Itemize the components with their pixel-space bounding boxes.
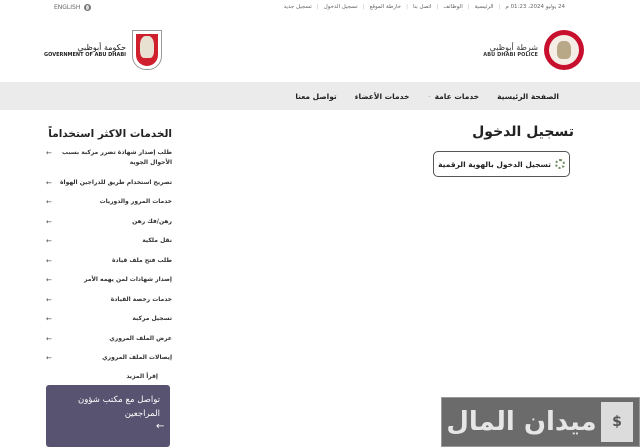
service-link[interactable]: رهن/فك رهن ← bbox=[46, 217, 172, 226]
arrow-left-icon: ← bbox=[156, 421, 165, 432]
service-link[interactable]: إصدار شهادات لمن يهمه الأمر ← bbox=[46, 276, 172, 284]
top-utility-bar bbox=[0, 0, 640, 18]
arrow-left-icon: ← bbox=[46, 178, 52, 187]
money-shield-icon: $ bbox=[601, 402, 633, 442]
nav-item-public-services[interactable] bbox=[418, 92, 488, 101]
arrow-left-icon: ← bbox=[46, 198, 52, 206]
gov-logo-text bbox=[44, 43, 126, 58]
service-link[interactable]: خدمات رخصة القيادة ← bbox=[46, 295, 172, 304]
utility-links bbox=[279, 4, 570, 10]
gov-logo-arabic: حكومة أبوظبي bbox=[77, 42, 127, 52]
arrow-left-icon: ← bbox=[46, 354, 52, 362]
link-login[interactable]: تسجيل الدخول bbox=[323, 4, 358, 10]
language-switcher[interactable] bbox=[54, 4, 91, 11]
police-emblem-icon bbox=[544, 30, 584, 70]
service-link[interactable]: خدمات المرور والدوريات ← bbox=[46, 198, 172, 206]
nav-item-member-services[interactable] bbox=[346, 92, 419, 101]
arrow-left-icon: ← bbox=[46, 295, 52, 304]
arrow-left-icon: ← bbox=[46, 237, 52, 245]
abu-dhabi-government-logo[interactable] bbox=[44, 30, 162, 70]
divider: | bbox=[362, 4, 365, 10]
globe-icon[interactable] bbox=[84, 4, 91, 11]
service-link[interactable]: تصريح استخدام طريق للدراجين الهواة ← bbox=[46, 178, 172, 187]
services-list bbox=[46, 148, 172, 363]
service-link[interactable]: تسجيل مركبة ← bbox=[46, 315, 172, 323]
divider: | bbox=[467, 4, 470, 10]
police-logo-text bbox=[483, 43, 538, 58]
uaepass-login-label: تسجيل الدخول بالهوية الرقمية bbox=[438, 159, 551, 169]
falcon-icon bbox=[557, 41, 571, 59]
nav-item-label: خدمات الأعضاء bbox=[354, 91, 410, 101]
watermark-logo bbox=[441, 397, 640, 447]
service-link[interactable]: نقل ملكية ← bbox=[46, 237, 172, 245]
nav-item-contact-us[interactable] bbox=[286, 92, 345, 101]
chevron-down-icon: ⌄ bbox=[427, 93, 432, 99]
nav-item-home[interactable] bbox=[488, 92, 568, 101]
service-link[interactable]: طلب فتح ملف قيادة ← bbox=[46, 256, 172, 265]
arrow-left-icon: ← bbox=[46, 334, 52, 343]
nav-items bbox=[286, 82, 568, 110]
datetime: 24 يوليو 2024، 01:23 م bbox=[505, 4, 565, 10]
link-home[interactable]: الرئيسية bbox=[474, 4, 494, 10]
watermark-text: ميدان المال bbox=[446, 407, 597, 437]
falcon-icon bbox=[140, 36, 154, 58]
arrow-left-icon: ← bbox=[46, 276, 52, 284]
divider: | bbox=[316, 4, 319, 10]
nav-item-label: تواصل معنا bbox=[295, 91, 337, 101]
police-logo-english: ABU DHABI POLICE bbox=[483, 51, 538, 58]
main-nav bbox=[0, 82, 640, 110]
gov-emblem-icon bbox=[132, 30, 162, 70]
services-heading: الخدمات الاكثر استخداماً bbox=[48, 128, 172, 140]
link-jobs[interactable]: الوظائف bbox=[443, 4, 463, 10]
nav-item-label: الصفحة الرئيسية bbox=[497, 91, 559, 101]
page-title: تسجيل الدخول bbox=[472, 124, 574, 140]
divider: | bbox=[406, 4, 408, 10]
most-used-services bbox=[46, 128, 172, 380]
language-label[interactable]: ENGLISH bbox=[54, 4, 81, 11]
arrow-left-icon: ← bbox=[46, 315, 52, 323]
nav-item-label: خدمات عامة bbox=[434, 91, 480, 101]
contact-card-title: تواصل مع مكتب شؤون المراجعين bbox=[78, 395, 160, 419]
uaepass-login-button[interactable] bbox=[433, 151, 570, 177]
arrow-left-icon: ← bbox=[46, 256, 52, 265]
link-register[interactable]: تسجيل جديد bbox=[283, 4, 312, 10]
link-sitemap[interactable]: خارطة الموقع bbox=[369, 4, 402, 10]
service-link[interactable]: عرض الملف المروري ← bbox=[46, 334, 172, 343]
contact-customer-affairs-card[interactable] bbox=[46, 385, 170, 447]
read-more-link[interactable]: إقرأ المزيد bbox=[126, 372, 158, 380]
service-link[interactable]: إيصالات الملف المروري ← bbox=[46, 354, 172, 362]
divider: | bbox=[498, 4, 501, 10]
divider: | bbox=[436, 4, 439, 10]
arrow-left-icon: ← bbox=[46, 217, 52, 226]
abu-dhabi-police-logo[interactable] bbox=[483, 30, 584, 70]
gov-logo-english: GOVERNMENT OF ABU DHABI bbox=[44, 51, 127, 58]
arrow-left-icon: ← bbox=[46, 149, 52, 157]
link-contact[interactable]: اتصل بنا bbox=[412, 4, 432, 10]
police-logo-arabic: شرطة أبوظبي bbox=[489, 42, 538, 52]
fingerprint-icon bbox=[555, 159, 565, 169]
service-link[interactable]: طلب إصدار شهادة تضرر مركبة بسبب الأحوال الجوية ← bbox=[46, 149, 172, 166]
